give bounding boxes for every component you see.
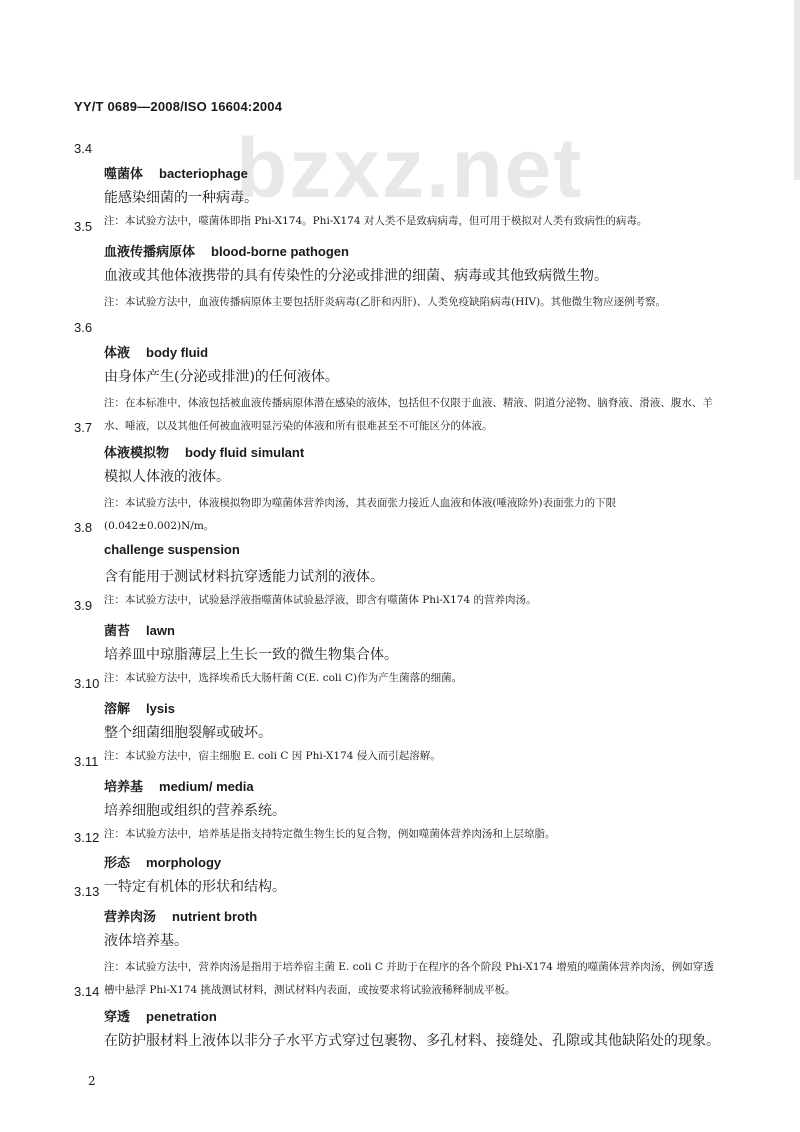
clause-number: 3.12: [74, 830, 100, 845]
term-definition: 整个细菌细胞裂解或破坏。: [104, 725, 272, 741]
term-definition: 由身体产生(分泌或排泄)的任何液体。: [104, 369, 339, 385]
term-en: nutrient broth: [172, 909, 258, 924]
term-definition: 模拟人体液的液体。: [104, 469, 230, 485]
term-en: lysis: [146, 701, 175, 716]
term-heading: [104, 1006, 217, 1025]
term-definition: 培养细胞或组织的营养系统。: [104, 803, 286, 819]
term-zh: 噬菌体: [104, 167, 144, 182]
standard-code-header: YY/T 0689—2008/ISO 16604:2004: [74, 99, 283, 114]
clause-number: 3.9: [74, 598, 93, 613]
term-heading: [104, 542, 240, 558]
term-heading: [104, 776, 254, 795]
term-note: 注：本试验方法中，营养肉汤是指用于培养宿主菌 E. coli C 并助于在程序的各个阶段 Phi-X174 增殖的噬菌体营养肉汤，例如穿透槽中悬浮 Phi-X174 挑战测试材料，测试材料内表面，或按要求将试验液稀释制成平板。: [103, 961, 714, 996]
term-en: blood-borne pathogen: [211, 244, 349, 259]
term-note: 注：本试验方法中，噬菌体即指 Phi-X174。Phi-X174 对人类不是致病病毒，但可用于模拟对人类有致病性的病毒。: [103, 215, 648, 227]
term-en: medium/ media: [159, 779, 254, 794]
term-heading: [104, 163, 248, 182]
term-definition: 培养皿中琼脂薄层上生长一致的微生物集合体。: [104, 647, 398, 663]
clause-number: 3.8: [74, 520, 93, 535]
term-definition: 液体培养基。: [104, 933, 188, 949]
page-number: 2: [88, 1074, 96, 1088]
term-en: bacteriophage: [159, 166, 248, 181]
term-note: 注：本试验方法中，选择埃希氏大肠杆菌 C(E. coli C)作为产生菌落的细菌。: [103, 672, 463, 684]
term-note: 注：在本标准中，体液包括被血液传播病原体潜在感染的液体，包括但不仅限于血液、精液、阴道分泌物、脑脊液、滑液、腹水、羊水、唾液，以及其他任何被血液明显污染的体液和所有很难甚至不可能区分的体液。: [103, 397, 713, 432]
term-heading: [104, 442, 304, 461]
clause-number: 3.4: [74, 141, 93, 156]
term-zh: 菌苔: [104, 624, 131, 639]
term-heading: [104, 241, 349, 260]
term-zh: 体液模拟物: [104, 446, 170, 461]
term-zh: 营养肉汤: [104, 910, 157, 925]
term-definition: 能感染细菌的一种病毒。: [104, 190, 258, 206]
term-heading: [104, 698, 175, 717]
term-heading: [104, 906, 257, 925]
clause-number: 3.13: [74, 884, 100, 899]
term-en: body fluid simulant: [185, 445, 305, 460]
term-note: 注：本试验方法中，体液模拟物即为噬菌体营养肉汤，其表面张力接近人血液和体液(唾液除外)表面张力的下限(0.042±0.002)N/m。: [103, 497, 617, 532]
page-edge-shadow: [794, 0, 800, 180]
term-definition: 含有能用于测试材料抗穿透能力试剂的液体。: [104, 569, 384, 585]
term-en: morphology: [146, 855, 222, 870]
term-zh: 形态: [104, 856, 131, 871]
term-heading: [104, 342, 208, 361]
clause-number: 3.11: [74, 754, 99, 769]
term-zh: 血液传播病原体: [104, 245, 196, 260]
clause-number: 3.7: [74, 420, 93, 435]
term-en: challenge suspension: [104, 542, 240, 557]
term-en: body fluid: [146, 345, 209, 360]
term-en: lawn: [146, 623, 175, 638]
term-note: 注：本试验方法中，培养基是指支持特定微生物生长的复合物，例如噬菌体营养肉汤和上层琼脂。: [103, 828, 556, 840]
term-note: 注：本试验方法中，宿主细胞 E. coli C 因 Phi-X174 侵入而引起溶解。: [103, 750, 441, 762]
term-heading: [104, 852, 221, 871]
term-zh: 穿透: [104, 1010, 131, 1025]
term-heading: [104, 620, 175, 639]
clause-number: 3.10: [74, 676, 100, 691]
term-definition: 一特定有机体的形状和结构。: [104, 879, 286, 895]
term-zh: 培养基: [104, 780, 144, 795]
clause-number: 3.5: [74, 219, 93, 234]
term-zh: 溶解: [104, 702, 131, 717]
watermark: bzxz.net: [236, 121, 584, 215]
term-definition: 血液或其他体液携带的具有传染性的分泌或排泄的细菌、病毒或其他致病微生物。: [104, 268, 608, 284]
term-note: 注：本试验方法中，血液传播病原体主要包括肝炎病毒(乙肝和丙肝)、人类免疫缺陷病毒(HIV)。其他微生物应逐例考察。: [103, 296, 667, 308]
clause-number: 3.14: [74, 984, 100, 999]
term-note: 注：本试验方法中，试验悬浮液指噬菌体试验悬浮液，即含有噬菌体 Phi-X174 的营养肉汤。: [103, 594, 537, 606]
term-zh: 体液: [104, 346, 131, 361]
term-en: penetration: [146, 1009, 217, 1024]
clause-number: 3.6: [74, 320, 93, 335]
term-definition: 在防护服材料上液体以非分子水平方式穿过包裹物、多孔材料、接缝处、孔隙或其他缺陷处的现象。: [104, 1033, 720, 1049]
